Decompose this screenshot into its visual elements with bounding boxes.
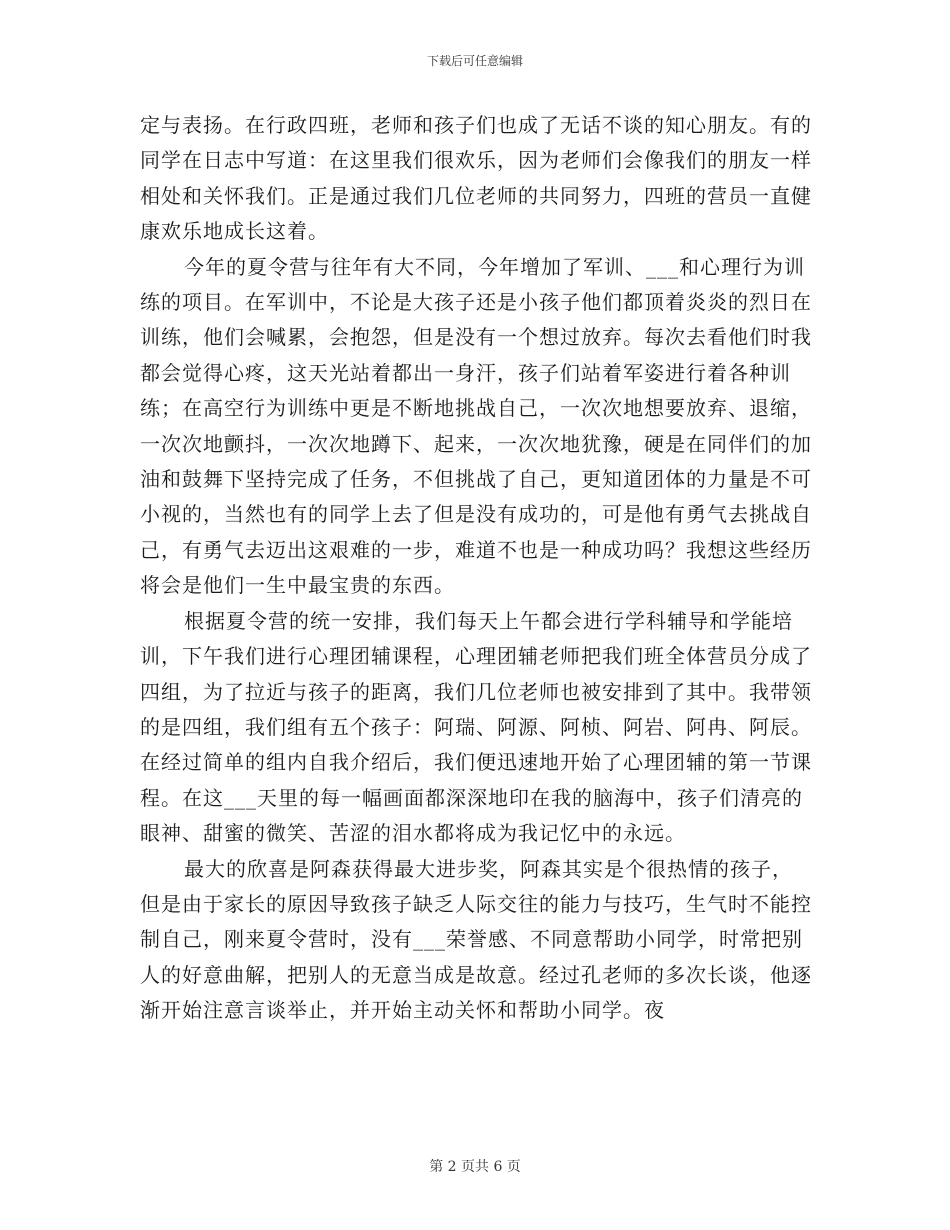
paragraph-summer-camp-training: 今年的夏令营与往年有大不同，今年增加了军训、___和心理行为训练的项目。在军训中，不论是大孩子还是小孩子他们都顶着炎炎的烈日在训练，他们会喊累，会抱怨，但是没有一个想过放弃。每次去看他们时我都会觉得心疼，这天光站着都出一身汗，孩子们站着军姿进行着各种训练；在高空行为训练中更是不断地挑战自己，一次次地想要放弃、退缩，一次次地颤抖，一次次地蹲下、起来，一次次地犹豫，硬是在同伴们的加油和鼓舞下坚持完成了任务，不但挑战了自己，更知道团体的力量是不可小视的，当然也有的同学上去了但是没有成功的，可是他有勇气去挑战自己，有勇气去迈出这艰难的一步，难道不也是一种成功吗？我想这些经历将会是他们一生中最宝贵的东西。 (140, 254, 812, 598)
page-header: 下载后可任意编辑 (426, 54, 523, 68)
document-body (140, 108, 812, 1029)
paragraph-continuation: 定与表扬。在行政四班，老师和孩子们也成了无话不谈的知心朋友。有的同学在日志中写道：在这里我们很欢乐，因为老师们会像我们的朋友一样相处和关怀我们。正是通过我们几位老师的共同努力，四班的营员一直健康欢乐地成长这着。 (140, 113, 812, 244)
page-number: 第 2 页共 6 页 (429, 1159, 521, 1175)
paragraph-progress-award: 最大的欣喜是阿森获得最大进步奖，阿森其实是个很热情的孩子，但是由于家长的原因导致孩子缺乏人际交往的能力与技巧，生气时不能控制自己，刚来夏令营时，没有___荣誉感、不同意帮助小同学，时常把别人的好意曲解，把别人的无意当成是故意。经过孔老师的多次长谈，他逐渐开始注意言谈举止，并开始主动关怀和帮助小同学。夜 (140, 856, 812, 1023)
paragraph-group-counseling: 根据夏令营的统一安排，我们每天上午都会进行学科辅导和学能培训，下午我们进行心理团辅课程，心理团辅老师把我们班全体营员分成了四组，为了拉近与孩子的距离，我们几位老师也被安排到了其中。我带领的是四组，我们组有五个孩子：阿瑞、阿源、阿桢、阿岩、阿冉、阿辰。在经过简单的组内自我介绍后，我们便迅速地开始了心理团辅的第一节课程。在这___天里的每一幅画面都深深地印在我的脑海中，孩子们清亮的眼神、甜蜜的微笑、苦涩的泪水都将成为我记忆中的永远。 (140, 608, 812, 846)
